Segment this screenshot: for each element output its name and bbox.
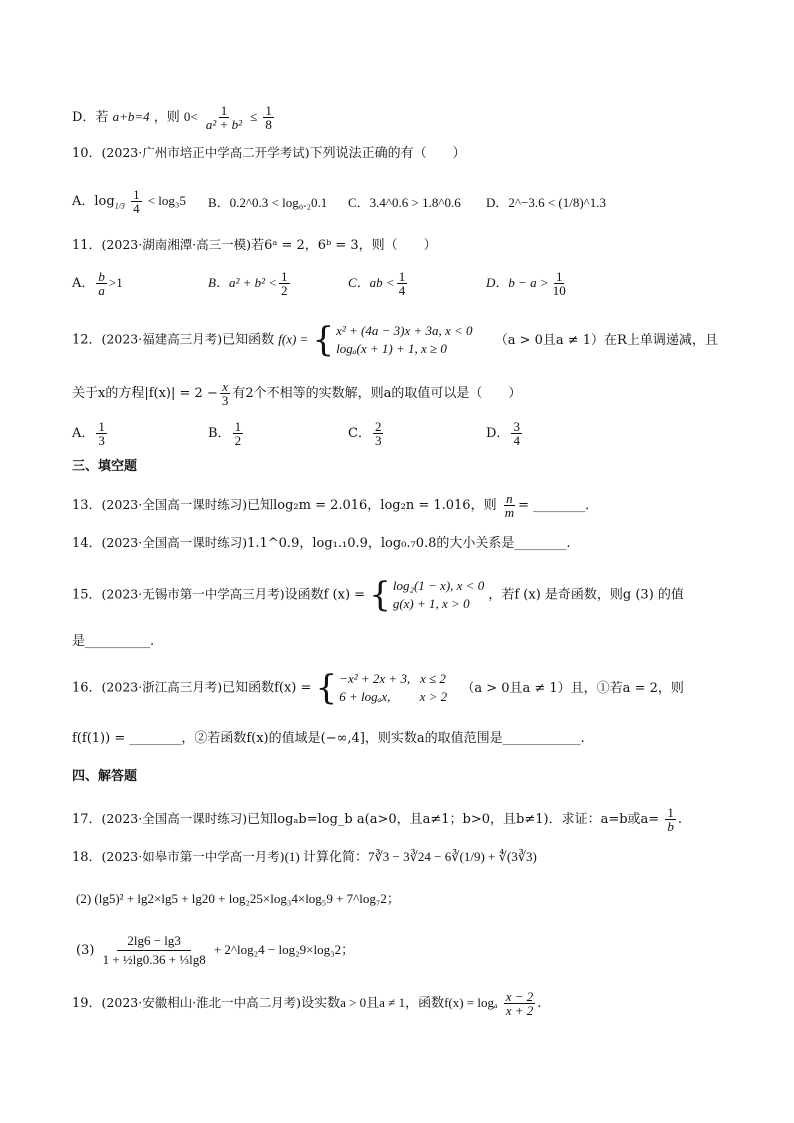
q18-stem: 18．(2023·如皋市第一中学高一月考)(1) 计算化简：7∛3 − 3∛24 − 6∛(1/9) + ∜(3∛3) bbox=[72, 849, 537, 865]
q14-stem: 14．(2023·全国高一课时练习)1.1^0.9，log₁.₁0.9，log₀.₇0.8的大小关系是________. bbox=[72, 535, 571, 551]
q10-option-b: B．0.2^0.3 < log₀.₂0.1 bbox=[208, 195, 328, 210]
q16-stem-line1: 16．(2023·浙江高三月考)已知函数f(x) = { −x² + 2x + 3, x ≤ 2 6 + logₐx, x > 2 （a > 0且a ≠ 1）且，①若a = 2，则 bbox=[72, 668, 684, 708]
q10-option-c: C．3.4^0.6 > 1.8^0.6 bbox=[348, 195, 461, 210]
q11-option-a: A． $\frac{b}{a}$ >1 bbox=[72, 269, 123, 298]
q9-option-d: D．若 a+b=4 ，则 0< $\frac{1}{\text{a² + b²}}$ ≤ $\frac{1}{8}$ bbox=[72, 103, 272, 132]
q12-stem-line1: 12．(2023·福建高三月考)已知函数 f(x) = { x² + (4a − 3)x + 3a, x < 0 logₐ(x + 1) + 1, x ≥ 0 （a > 0且a ≠ 1）在R上单调递减，且 bbox=[72, 320, 718, 360]
q11-option-d: D．b − a > $\frac{1}{10}$ bbox=[486, 269, 566, 298]
q12-option-c: C． $\frac{2}{3}$ bbox=[348, 419, 382, 448]
q19-stem: 19．(2023·安徽相山·淮北一中高二月考)设实数a > 0且a ≠ 1，函数f(x) = logₐ $\frac{x - 2}{x + 2}$ . bbox=[72, 989, 542, 1018]
q15-stem-line2: 是__________. bbox=[72, 634, 155, 649]
q11-stem: 11．(2023·湖南湘潭·高三一模)若6ᵃ = 2，6ᵇ = 3，则（ ） bbox=[72, 237, 437, 253]
q15-stem-line1: 15．(2023·无锡市第一中学高三月考)设函数f (x) = { log₂(1 − x), x < 0 g(x) + 1, x > 0 ，若f (x) 是奇函数，则g (3) 的值 bbox=[72, 575, 684, 615]
q10-stem: 10．(2023·广州市培正中学高二开学考试)下列说法正确的有（ ） bbox=[72, 145, 466, 161]
q18-part3: (3) $\frac{2\lg 6 - \lg 3}{\text{1 + ½lg0.36 + ⅓lg8}}$ + 2^log₂4 − log₂9×log₃2； bbox=[76, 933, 355, 967]
q18-part2: (2) (lg5)² + lg2×lg5 + lg20 + log₂25×log₃4×log₅9 + 7^log₇2； bbox=[76, 891, 400, 906]
section-heading-fill-in: 三、填空题 bbox=[72, 459, 138, 474]
fraction: $\frac{1}{\text{a² + b²}}$ bbox=[205, 103, 242, 132]
q12-option-d: D． $\frac{3}{4}$ bbox=[486, 419, 520, 448]
q10-option-d: D．2^−3.6 < (1/8)^1.3 bbox=[486, 195, 607, 210]
q12-option-b: B． $\frac{1}{2}$ bbox=[208, 419, 242, 448]
q10-option-a: A．$\log_{1/3}$ $\frac{1}{4}$ < log₃5 bbox=[72, 187, 186, 216]
q12-stem-line2: 关于x的方程|f(x)| = 2 − $\frac{x}{3}$ 有2个不相等的实数解，则a的取值可以是（ ） bbox=[72, 379, 522, 408]
q11-option-b: B．a² + b² < $\frac{1}{2}$ bbox=[208, 269, 288, 298]
q17-stem: 17．(2023·全国高一课时练习)已知logₐb=log_b a(a>0，且a≠1；b>0，且b≠1)．求证：a=b或a= $\frac{1}{b}$ . bbox=[72, 805, 682, 834]
fraction: $\frac{1}{8}$ bbox=[265, 103, 272, 132]
section-heading-answer: 四、解答题 bbox=[72, 769, 138, 784]
q12-option-a: A． $\frac{1}{3}$ bbox=[72, 419, 105, 448]
q11-option-c: C．ab < $\frac{1}{4}$ bbox=[348, 269, 406, 298]
q13-stem: 13．(2023·全国高一课时练习)已知log₂m = 2.016，log₂n = 1.016，则 $\frac{n}{m}$ = ________． bbox=[72, 491, 599, 520]
q16-stem-line2: f(f(1)) = ________，②若函数f(x)的值域是(−∞,4]，则实数a的取值范围是____________. bbox=[72, 731, 585, 746]
